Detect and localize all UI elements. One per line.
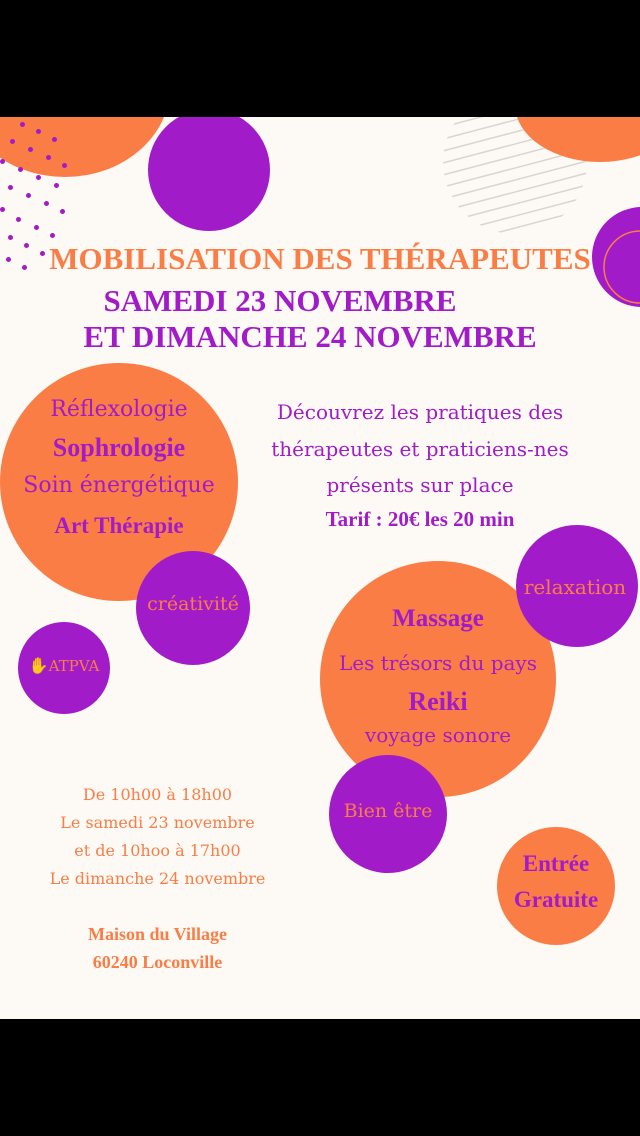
atpva-logo-text: ATPVA: [48, 657, 100, 675]
dates-line-1: SAMEDI 23 NOVEMBRE: [103, 283, 457, 318]
hours-line-1: De 10h00 à 18h00: [82, 785, 233, 804]
practice-sophrologie: Sophrologie: [52, 433, 186, 462]
venue-line-2: 60240 Loconville: [92, 952, 223, 972]
decor-purple-circle-top: [148, 117, 270, 231]
practice-art-therapie: Art Thérapie: [54, 513, 184, 538]
intro-line-3: présents sur place: [326, 473, 514, 497]
practice-reiki: Reiki: [408, 687, 468, 716]
practice-reflexologie: Réflexologie: [50, 397, 188, 422]
event-poster: [0, 117, 640, 1019]
relaxation-label: relaxation: [523, 575, 627, 599]
decor-orange-circle-top-left: [0, 117, 170, 177]
intro-line-2: thérapeutes et praticiens-nes: [271, 437, 569, 461]
intro-line-1: Découvrez les pratiques des: [276, 400, 564, 424]
hours-line-4: Le dimanche 24 novembre: [49, 869, 266, 888]
hand-icon: ✋: [28, 656, 49, 675]
dates-line-2: ET DIMANCHE 24 NOVEMBRE: [83, 319, 537, 354]
free-entry-line-1: Entrée: [522, 851, 590, 876]
free-entry-line-2: Gratuite: [513, 887, 599, 912]
venue-line-1: Maison du Village: [87, 924, 228, 944]
practice-soin-energetique: Soin énergétique: [23, 473, 215, 498]
hours-line-2: Le samedi 23 novembre: [60, 813, 255, 832]
atpva-logo: [18, 656, 110, 675]
creativite-label: créativité: [147, 593, 239, 615]
practice-massage: Massage: [392, 605, 484, 632]
event-title: MOBILISATION DES THÉRAPEUTES: [49, 241, 591, 276]
tarif: Tarif : 20€ les 20 min: [325, 507, 515, 531]
practice-voyage-sonore: voyage sonore: [364, 723, 512, 747]
hours-line-3: et de 10hoo à 17h00: [74, 841, 241, 860]
free-entry-circle: [497, 827, 615, 945]
practice-tresors-du-pays: Les trésors du pays: [339, 651, 537, 675]
bien-etre-label: Bien être: [343, 800, 433, 822]
